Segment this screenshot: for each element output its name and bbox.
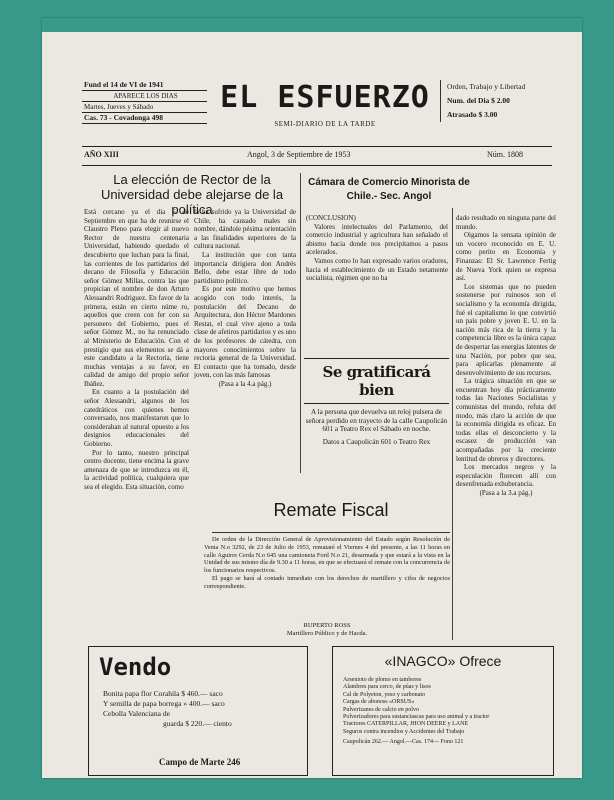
vendo-item: Bonita papa flor Corahila $ 460.— saco — [103, 689, 223, 698]
motto: Orden, Trabajo y Libertad — [447, 82, 526, 91]
column-separator — [300, 173, 301, 473]
reward-contact: Datos a Caupolicán 601 o Teatro Rex — [322, 437, 431, 446]
auction-signature — [204, 622, 450, 638]
vendo-item: Cebolla Valenciana de — [103, 709, 170, 718]
newspaper-title: EL ESFUERZO — [220, 80, 430, 115]
auctioneer-name: RUPERTO ROSS — [303, 622, 351, 629]
price-back-issue: Atrasado $ 3.00 — [447, 110, 498, 119]
publication-days: Martes, Jueves y Sábado — [82, 102, 207, 113]
vendo-items — [103, 689, 298, 729]
article-rector-para5: La institución que con tanta importancia dirigiera don Andrés Bello, debe estar libre de todo partidismo político. — [194, 250, 296, 285]
founding-line: Fund el 14 de VI de 1941 — [82, 80, 207, 91]
article-rector-para2: En cuanto a la postulación del señor Alessandri, algunos de los catedráticos con quienes hemos conversado, nos manifestaron que lo consideraban al natural opuesto a los designios educacionales del Gobierno. — [84, 388, 189, 449]
inagco-item: Alambres para cerco, de púas y lisos — [343, 684, 431, 691]
top-border — [42, 18, 582, 32]
article-rector-para4: la ha sufrido ya la Universidad de Chile, ha causado males sin nombre, dándole pésima orientación a las finalidades superiores de la cultura nacional. — [194, 208, 296, 251]
inagco-item: Polverizadores para sustanciascas para uso animal y a tractor — [343, 714, 490, 721]
auction-headline: Remate Fiscal — [212, 494, 450, 533]
vendo-address: Campo de Marte 246 — [159, 757, 241, 767]
article-camara-para6: La trágica situación en que se encuentran hoy día prácticamente todas las Naciones Socialistas y comunistas del mundo, refuta del modo, más claro la acción de que la economía dirigida es eficaz. En todas ellas el desconcierto y la escasez de producción van acompañadas por la creciente lentitud de obreros y directores. — [456, 377, 556, 463]
inagco-item: Cal de Polyeton, yeso y carbonato — [343, 691, 425, 698]
auction-text: De orden de la Dirección General de Aprovisionamiento del Estado según Resolución de Venta N.o 3292, de 23 de Julio de 1953, remataré el Viernes 4 del presente, a las 11 horas en calle Aguirre Cerda N.o 645 una camioneta Ford N.o 21, desarmada y que estará a la vista en la Unidad de sus mismo día de 9.30 a 11 horas, en que se efectuará el remate con la concurrencia de los funcionarios respectivos. — [204, 536, 450, 575]
auction-payment: El pago se hará al contado inmediato con los derechos de martillero y cifra de negocios correspondiente. — [204, 574, 450, 590]
article-camara-col1 — [306, 214, 448, 283]
inagco-item: Cargas de abonoss «ORSUS» — [343, 699, 415, 706]
reward-text: A la persona que devuelva un reloj pulsera de señora perdido en trayecto de la calle Caupolicán 601 a Teatro Rex el Sábado en noche. — [305, 408, 448, 434]
vendo-item: guarda $ 220.— ciento — [163, 719, 232, 728]
article-camara-continued: (Pasa a la 3.a pág.) — [479, 489, 533, 497]
address-line: Cas. 73 - Covadonga 498 — [82, 113, 207, 124]
article-camara-para5: Los sistemas que no pueden sostenerse por ruinosos son el socialismo y la economía dirigida, fué el capitalismo lo que convirtió un país pobre y joven E. U. en la nación más rica de la tierra y la competencia libre es la única capaz de despertar las energías latentes de una Nación, por pobre que sea, para aplicarlas plenamente al desenvolvimiento de sus recursos. — [456, 282, 556, 377]
article-camara-para7: Los mercados negros y la especulación florecen allí con desenfrenada exhuberancia. — [456, 463, 556, 489]
article-rector-col2 — [194, 208, 296, 388]
article-camara-col2 — [456, 214, 556, 498]
reward-notice — [304, 358, 449, 478]
inagco-item: Seguros contra incendios y Accidentes del Trabajo — [343, 728, 465, 735]
vendo-headline: Vendo — [99, 653, 172, 681]
vendo-ad — [88, 646, 308, 776]
inagco-headline: «INAGCO» Ofrece — [384, 653, 502, 669]
masthead-rule — [82, 146, 552, 147]
vendo-item: Y semilla de papa borrega » 400.— saco — [103, 699, 225, 708]
auction-body — [204, 536, 450, 591]
article-camara-tag: (CONCLUSION) — [306, 214, 356, 222]
article-camara-para3: dado resultado en ninguna parte del mundo. — [456, 214, 556, 231]
publication-days-label: APARECE LOS DIAS — [82, 91, 207, 102]
dateline-rule — [82, 165, 552, 166]
article-camara-para2: Vamos como lo han expresado varios oradores, hacia el establecimiento de un Estado netamente socialista, régimen que no ha — [306, 256, 448, 283]
masthead-left-box — [82, 80, 207, 124]
article-camara-headline: Cámara de Comercio Minorista de Chile.- Sec. Angol — [308, 177, 470, 202]
inagco-ad — [332, 646, 554, 776]
inagco-items — [343, 677, 548, 747]
price-today: Num. del Dia $ 2.00 — [447, 96, 510, 105]
article-rector-headline: La elección de Rector de la Universidad debe alejarse de la política — [100, 172, 284, 217]
article-camara-para1: Valores intelectuales del Parlamento, del comercio industrial y agricultura han señalado el abismo hacia donde nos precipitamos a pasos acelerados. — [306, 222, 448, 257]
article-camara-para4: Oigamos la sensata opinión de un vocero reconocido en E. U. como perito en Economía y Finanzas: El Sr. Lawrence Fertig de Nueva York quien se expresa así. — [456, 231, 556, 283]
newspaper-subtitle: SEMI-DIARIO DE LA TARDE — [274, 120, 376, 128]
auctioneer-title: Martillero Público y de Hacda. — [286, 630, 368, 637]
inagco-item: Arsenioto de plomo en tambores — [343, 677, 422, 683]
reward-headline: Se gratificará bien — [304, 358, 449, 404]
article-rector-para1: Está cercano ya el dia 6 de Septiembre en que ha de reunirse el Claustro Pleno para elegir al nuevo Rector de nuestra centenaria Universidad, habiendo quedado el descubierto que luchan para la final, las corrientes de los partidarios del decano de Filosofía y Educación señor Gómez Millas, contra las que propician el nombre de don Arturo Alessandri Rodriguez. En favor de la primera, están en cierto núme ro, aquellos que creen con fer con su personero del Gobierno, pues el señor Gómez M., no ha renunciado al Ministerio de Educación. Con el prestigio que sus elementos se dá a este candidato a la Rectoría, tiene muchas ventajas a su favor, en calidad de amigo del propio señor Ibáñez. — [84, 208, 189, 388]
inagco-address: Caupolicán 262.— Angol.—Cas. 174— Fono 121 — [343, 739, 464, 746]
article-rector-para6: Es por este motivo que hemos acogido con todo interés, la postulación del Decano de Arquitectura, don Héctor Mardones Restat, el cual vive ajeno a toda clase de afetiros partidarios y es uno de los profesores de cátedra, con mayores conocimientos sobre la rectoría general de la Universidad. El contacto que ha tomado, desde joven, con las más famosas — [194, 285, 296, 380]
issue-year: AÑO XIII — [84, 150, 119, 159]
newspaper-page — [42, 18, 582, 778]
column-separator — [452, 208, 453, 640]
issue-date: Angol, 3 de Septiembre de 1953 — [247, 150, 351, 159]
masthead — [82, 80, 552, 148]
inagco-item: Tractores CATERPILLAR, JHON DEERE y LANE — [343, 721, 469, 728]
inagco-item: Pulverizanes de calcio en polvo — [343, 706, 419, 713]
article-rector-para3: Por lo tanto, nuestro principal centro docente, tiene encima la grave amenaza de que se introduzca en él, la actividad política, cualquiera que sea el elegido. Esta situación, como — [84, 448, 189, 491]
article-rector-col1 — [84, 208, 189, 492]
masthead-right-box — [440, 80, 559, 122]
article-rector-continued: (Pasa a la 4.a pág.) — [218, 379, 272, 388]
dateline — [82, 148, 552, 164]
issue-number: Núm. 1808 — [487, 150, 523, 159]
